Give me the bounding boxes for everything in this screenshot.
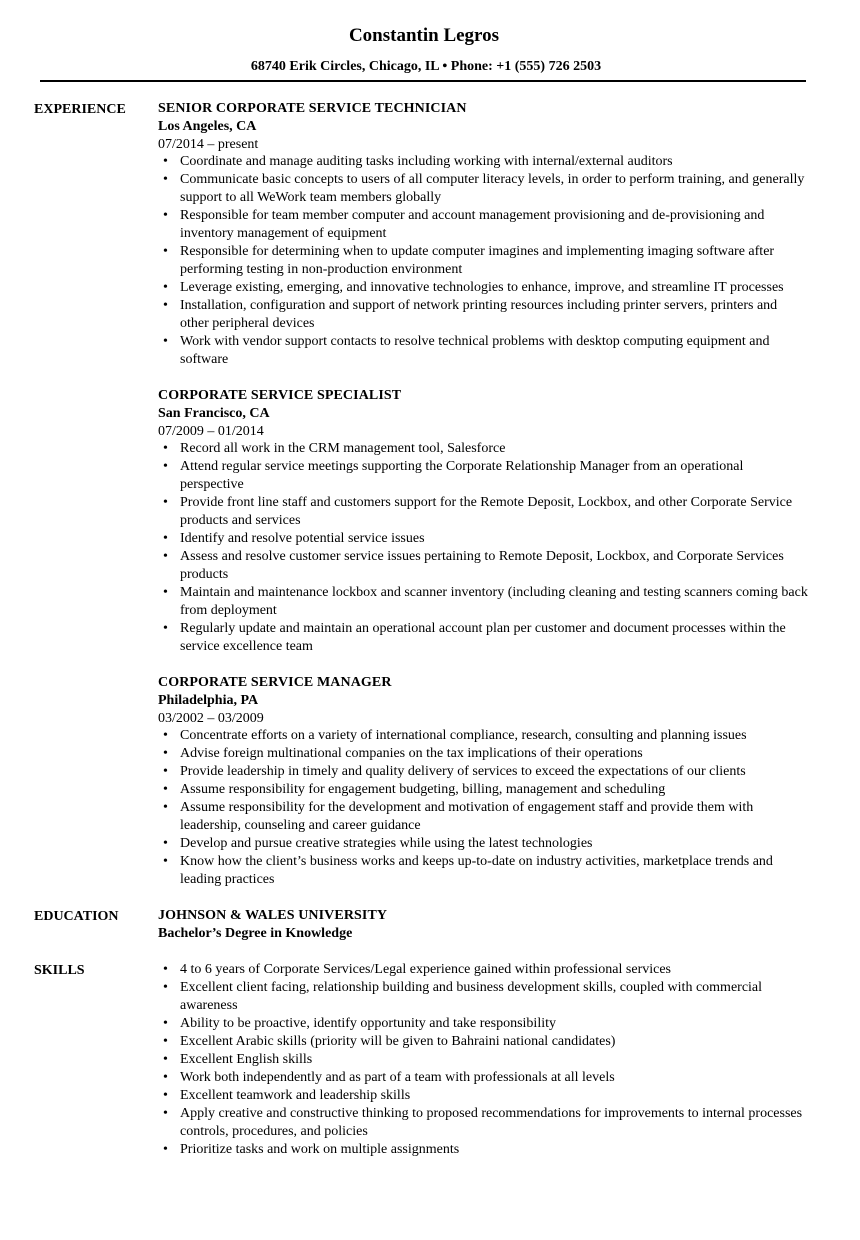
section-label-skills: SKILLS (34, 963, 85, 978)
bullet-icon: • (163, 746, 168, 761)
job-bullets (158, 440, 808, 656)
list-item (158, 1051, 808, 1069)
education-section (34, 907, 808, 943)
bullet-text: Provide front line staff and customers support for the Remote Deposit, Lockbox, and other Corporate Service products and services (180, 495, 793, 528)
bullet-icon: • (163, 280, 168, 295)
list-item (158, 1141, 808, 1159)
list-item (158, 171, 808, 207)
bullet-icon: • (163, 836, 168, 851)
bullet-text: Concentrate efforts on a variety of international compliance, research, consulting and planning issues (180, 728, 747, 743)
list-item (158, 243, 808, 279)
list-item (158, 835, 808, 853)
header-divider (40, 80, 806, 82)
bullet-text: Excellent English skills (180, 1052, 313, 1067)
list-item (158, 961, 808, 979)
bullet-text: Work with vendor support contacts to resolve technical problems with desktop computing equipment and software (180, 334, 770, 367)
job-dates: 07/2009 – 01/2014 (158, 424, 264, 439)
list-item (158, 1015, 808, 1033)
job-title: CORPORATE SERVICE MANAGER (158, 675, 392, 690)
skills-body (158, 961, 808, 1159)
bullet-text: Develop and pursue creative strategies while using the latest technologies (180, 836, 593, 851)
list-item (158, 1069, 808, 1087)
school-name: JOHNSON & WALES UNIVERSITY (158, 908, 388, 923)
bullet-text: Attend regular service meetings supporting the Corporate Relationship Manager from an operational perspective (180, 459, 744, 492)
bullet-icon: • (163, 800, 168, 815)
bullet-text: Leverage existing, emerging, and innovative technologies to enhance, improve, and streamline IT processes (180, 280, 784, 295)
bullet-icon: • (163, 962, 168, 977)
list-item (158, 494, 808, 530)
list-item (158, 458, 808, 494)
job-title: CORPORATE SERVICE SPECIALIST (158, 388, 402, 403)
section-label-education: EDUCATION (34, 909, 119, 924)
bullet-icon: • (163, 854, 168, 869)
bullet-text: Excellent client facing, relationship building and business development skills, coupled with commercial awareness (180, 980, 763, 1013)
list-item (158, 297, 808, 333)
bullet-text: Assume responsibility for the development and motivation of engagement staff and provide them with leadership, counseling and career guidance (180, 800, 754, 833)
bullet-text: Responsible for team member computer and account management provisioning and de-provisioning and inventory management of equipment (180, 208, 765, 241)
bullet-icon: • (163, 1016, 168, 1031)
degree: Bachelor’s Degree in Knowledge (158, 926, 353, 941)
bullet-icon: • (163, 764, 168, 779)
list-item (158, 279, 808, 297)
bullet-text: Prioritize tasks and work on multiple assignments (180, 1142, 460, 1157)
bullet-text: Advise foreign multinational companies on the tax implications of their operations (180, 746, 643, 761)
bullet-text: Coordinate and manage auditing tasks including working with internal/external auditors (180, 154, 673, 169)
list-item (158, 548, 808, 584)
bullet-text: Know how the client’s business works and keeps up-to-date on industry activities, marketplace trends and leading practices (180, 854, 773, 887)
bullet-text: Ability to be proactive, identify opportunity and take responsibility (180, 1016, 556, 1031)
bullet-icon: • (163, 495, 168, 510)
education-body (158, 907, 808, 943)
bullet-icon: • (163, 1052, 168, 1067)
experience-section (34, 100, 808, 889)
job-bullets (158, 727, 808, 889)
list-item (158, 153, 808, 171)
job-dates: 07/2014 – present (158, 137, 259, 152)
bullet-icon: • (163, 1088, 168, 1103)
bullet-text: Excellent Arabic skills (priority will be given to Bahraini national candidates) (180, 1034, 616, 1049)
bullet-icon: • (163, 172, 168, 187)
list-item (158, 584, 808, 620)
list-item (158, 207, 808, 243)
bullet-icon: • (163, 621, 168, 636)
job-entry (158, 100, 808, 369)
list-item (158, 745, 808, 763)
bullet-icon: • (163, 1070, 168, 1085)
bullet-icon: • (163, 1106, 168, 1121)
job-title: SENIOR CORPORATE SERVICE TECHNICIAN (158, 101, 467, 116)
list-item (158, 799, 808, 835)
list-item (158, 1105, 808, 1141)
job-entry (158, 674, 808, 889)
bullet-text: Excellent teamwork and leadership skills (180, 1088, 411, 1103)
bullet-text: Regularly update and maintain an operational account plan per customer and document processes within the service excellence team (180, 621, 786, 654)
bullet-text: 4 to 6 years of Corporate Services/Legal experience gained within professional services (180, 962, 671, 977)
job-bullets (158, 153, 808, 369)
bullet-icon: • (163, 298, 168, 313)
list-item (158, 440, 808, 458)
list-item (158, 530, 808, 548)
bullet-icon: • (163, 441, 168, 456)
list-item (158, 781, 808, 799)
experience-list (158, 100, 808, 889)
bullet-text: Installation, configuration and support of network printing resources including printer servers, printers and other peripheral devices (180, 298, 778, 331)
list-item (158, 1033, 808, 1051)
bullet-icon: • (163, 980, 168, 995)
bullet-icon: • (163, 549, 168, 564)
bullet-icon: • (163, 334, 168, 349)
bullet-icon: • (163, 208, 168, 223)
bullet-icon: • (163, 459, 168, 474)
bullet-text: Provide leadership in timely and quality delivery of services to exceed the expectations of our clients (180, 764, 746, 779)
bullet-text: Maintain and maintenance lockbox and scanner inventory (including cleaning and testing scanners coming back from deployment (180, 585, 808, 618)
bullet-text: Work both independently and as part of a team with professionals at all levels (180, 1070, 615, 1085)
bullet-icon: • (163, 531, 168, 546)
skills-section (34, 961, 808, 1159)
section-label-experience: EXPERIENCE (34, 102, 126, 117)
list-item (158, 763, 808, 781)
bullet-text: Identify and resolve potential service issues (180, 531, 425, 546)
list-item (158, 620, 808, 656)
job-location: Los Angeles, CA (158, 119, 257, 134)
bullet-text: Record all work in the CRM management tool, Salesforce (180, 441, 506, 456)
list-item (158, 853, 808, 889)
list-item (158, 979, 808, 1015)
bullet-text: Communicate basic concepts to users of all computer literacy levels, in order to perform training, and generally support to all WeWork team members globally (180, 172, 805, 205)
list-item (158, 1087, 808, 1105)
contact-line: 68740 Erik Circles, Chicago, IL • Phone: +1 (555) 726 2503 (250, 59, 602, 74)
list-item (158, 727, 808, 745)
list-item (158, 333, 808, 369)
job-dates: 03/2002 – 03/2009 (158, 711, 264, 726)
job-entry (158, 387, 808, 656)
skills-list (158, 961, 808, 1159)
job-location: Philadelphia, PA (158, 693, 259, 708)
bullet-icon: • (163, 728, 168, 743)
bullet-icon: • (163, 1142, 168, 1157)
bullet-text: Responsible for determining when to update computer imagines and implementing imaging software after performing testing in non-production environment (180, 244, 775, 277)
bullet-icon: • (163, 244, 168, 259)
candidate-name: Constantin Legros (348, 25, 500, 46)
bullet-text: Assume responsibility for engagement budgeting, billing, management and scheduling (180, 782, 666, 797)
bullet-icon: • (163, 1034, 168, 1049)
bullet-icon: • (163, 154, 168, 169)
bullet-text: Assess and resolve customer service issues pertaining to Remote Deposit, Lockbox, and Corporate Services products (180, 549, 784, 582)
bullet-icon: • (163, 782, 168, 797)
bullet-icon: • (163, 585, 168, 600)
bullet-text: Apply creative and constructive thinking to proposed recommendations for improvements to internal processes controls, procedures, and policies (180, 1106, 803, 1139)
job-location: San Francisco, CA (158, 406, 270, 421)
